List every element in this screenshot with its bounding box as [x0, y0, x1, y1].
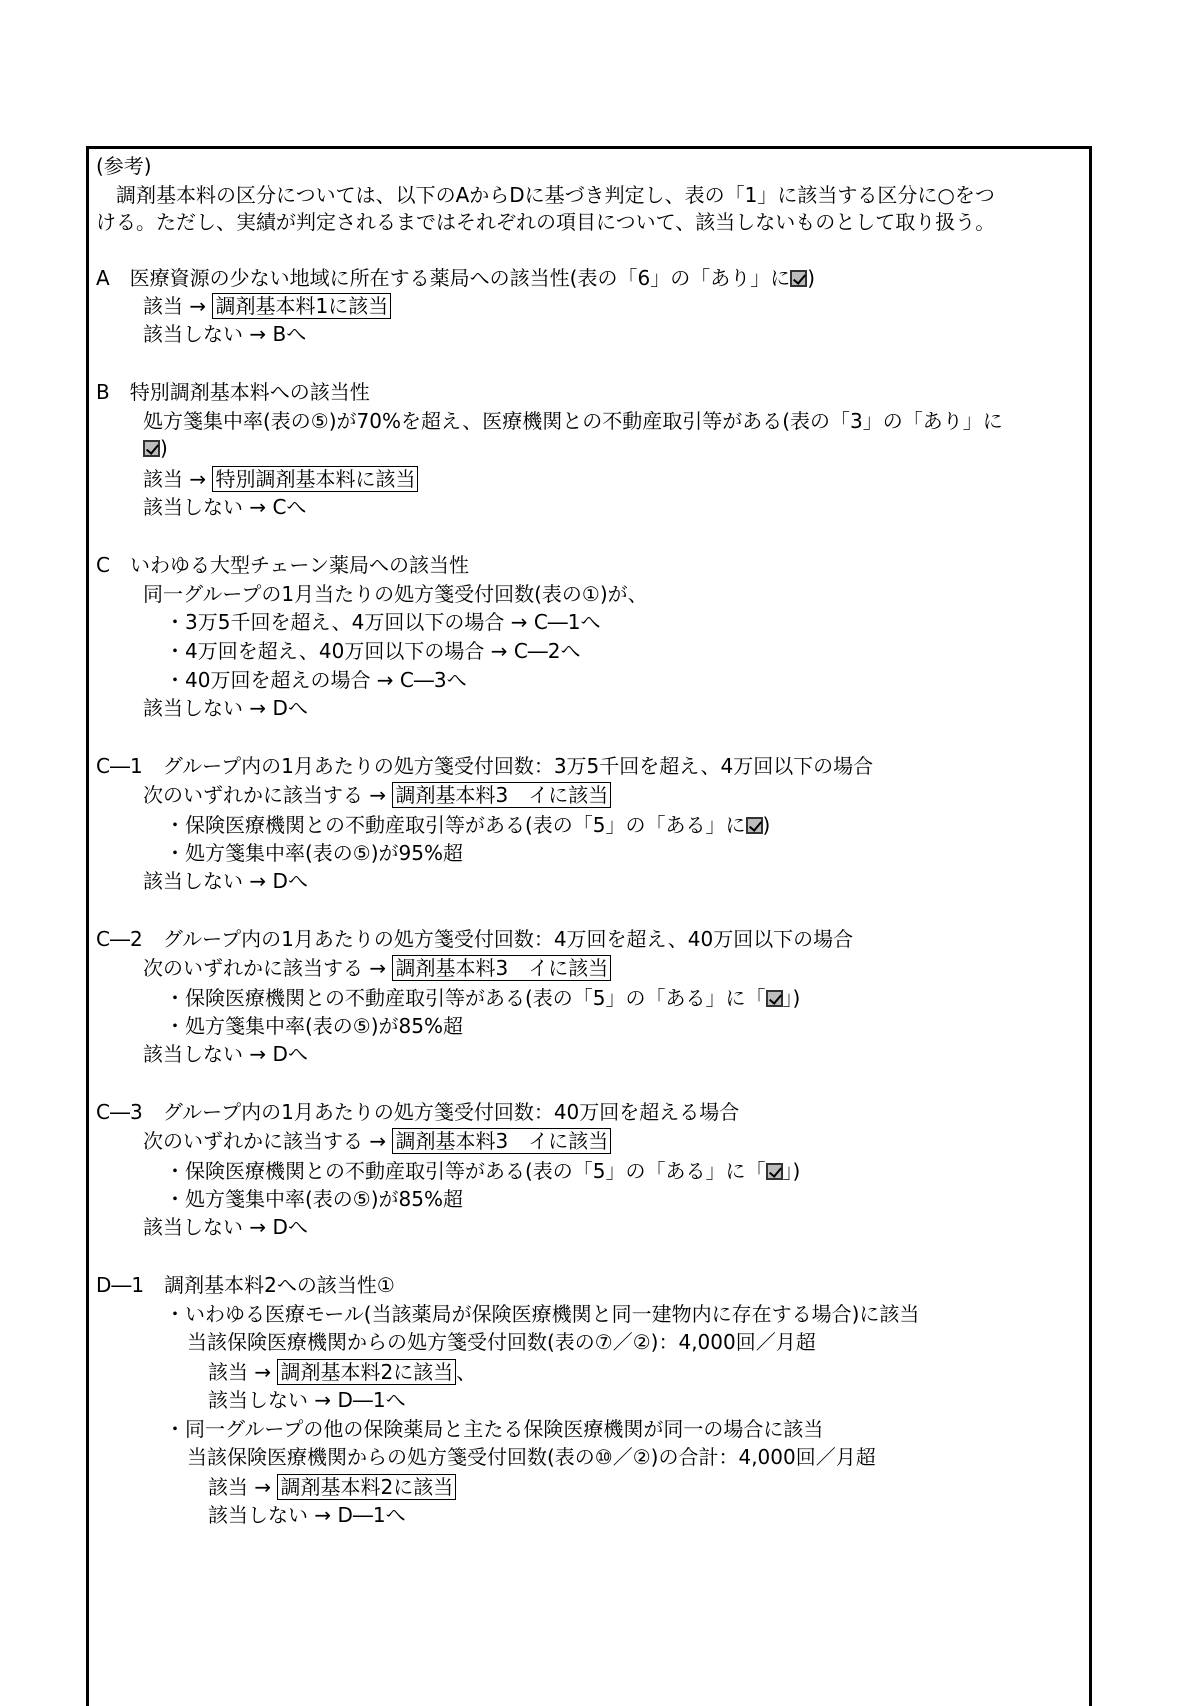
section-d1-bullet-2-yes: 該当 → 調剤基本料2に該当	[208, 1473, 456, 1501]
section-b-title: B 特別調剤基本料への該当性	[96, 380, 370, 404]
checkbox-icon	[766, 1163, 783, 1180]
result-box: 調剤基本料3 イに該当	[392, 782, 611, 808]
section-c2-any: 次のいずれかに該当する → 調剤基本料3 イに該当	[143, 954, 611, 982]
intro-line-1: 調剤基本料の区分については、以下のAからDに基づき判定し、表の「1」に該当する区分に○をつ	[96, 183, 995, 207]
section-d1-bullet-1-no: 該当しない → D―1へ	[208, 1388, 406, 1412]
heading: (参考)	[96, 154, 152, 178]
checkbox-icon	[790, 270, 807, 287]
section-c3-no: 該当しない → Dへ	[143, 1215, 308, 1239]
section-b-cond-2: )	[143, 434, 168, 462]
section-c-no: 該当しない → Dへ	[143, 696, 308, 720]
section-d1-bullet-2-no: 該当しない → D―1へ	[208, 1503, 406, 1527]
result-box: 調剤基本料2に該当	[277, 1359, 456, 1385]
section-c3-bullet-1: ・保険医療機関との不動産取引等がある(表の「5」の「ある」に「 」)	[165, 1159, 801, 1183]
section-d1-bullet-1-yes: 該当 → 調剤基本料2に該当 、	[208, 1360, 477, 1384]
section-c2-title: C―2 グループ内の1月あたりの処方箋受付回数：4万回を超え、40万回以下の場合	[96, 927, 854, 951]
section-d1-bullet-2-cond: 当該保険医療機関からの処方箋受付回数(表の⑩／②)の合計：4,000回／月超	[187, 1445, 876, 1469]
section-b-no: 該当しない → Cへ	[143, 495, 307, 519]
section-c2-no: 該当しない → Dへ	[143, 1042, 308, 1066]
section-c-bullet-2: ・4万回を超え、40万回以下の場合 → C―2へ	[165, 639, 581, 663]
checkbox-icon	[766, 990, 783, 1007]
result-box: 調剤基本料2に該当	[277, 1474, 456, 1500]
section-b-cond-1: 処方箋集中率(表の⑤)が70%を超え、医療機関との不動産取引等がある(表の「3」の「あり」に	[143, 409, 1003, 433]
section-d1-title: D―1 調剤基本料2への該当性①	[96, 1273, 395, 1297]
section-c2-bullet-1: ・保険医療機関との不動産取引等がある(表の「5」の「ある」に「 」)	[165, 986, 801, 1010]
result-box: 特別調剤基本料に該当	[212, 466, 418, 492]
section-c1-title: C―1 グループ内の1月あたりの処方箋受付回数：3万5千回を超え、4万回以下の場合	[96, 754, 874, 778]
section-c-cond: 同一グループの1月当たりの処方箋受付回数(表の①)が、	[143, 582, 648, 606]
result-box: 調剤基本料1に該当	[212, 293, 391, 319]
section-c3-title: C―3 グループ内の1月あたりの処方箋受付回数：40万回を超える場合	[96, 1100, 740, 1124]
checkbox-icon	[746, 817, 763, 834]
section-c2-bullet-2: ・処方箋集中率(表の⑤)が85%超	[165, 1014, 463, 1038]
intro-line-2: ける。ただし、実績が判定されるまではそれぞれの項目について、該当しないものとして取り扱う。	[96, 210, 996, 234]
result-box: 調剤基本料3 イに該当	[392, 955, 611, 981]
section-b-yes: 該当 → 特別調剤基本料に該当	[143, 465, 418, 493]
section-c-bullet-1: ・3万5千回を超え、4万回以下の場合 → C―1へ	[165, 610, 601, 634]
section-c-title: C いわゆる大型チェーン薬局への該当性	[96, 553, 469, 577]
checkbox-icon	[143, 440, 160, 457]
section-d1-bullet-2: ・同一グループの他の保険薬局と主たる保険医療機関が同一の場合に該当	[165, 1417, 824, 1441]
result-box: 調剤基本料3 イに該当	[392, 1128, 611, 1154]
section-a-yes: 該当 → 調剤基本料1に該当	[143, 292, 391, 320]
section-d1-bullet-1: ・いわゆる医療モール(当該薬局が保険医療機関と同一建物内に存在する場合)に該当	[165, 1302, 920, 1326]
section-c1-bullet-2: ・処方箋集中率(表の⑤)が95%超	[165, 841, 463, 865]
section-d1-bullet-1-cond: 当該保険医療機関からの処方箋受付回数(表の⑦／②)：4,000回／月超	[187, 1330, 816, 1354]
section-c1-no: 該当しない → Dへ	[143, 869, 308, 893]
section-a-title: A 医療資源の少ない地域に所在する薬局への該当性(表の「6」の「あり」に )	[96, 266, 816, 290]
section-c3-bullet-2: ・処方箋集中率(表の⑤)が85%超	[165, 1187, 463, 1211]
section-a-no: 該当しない → Bへ	[143, 322, 307, 346]
section-c3-any: 次のいずれかに該当する → 調剤基本料3 イに該当	[143, 1127, 611, 1155]
section-c1-bullet-1: ・保険医療機関との不動産取引等がある(表の「5」の「ある」に )	[165, 813, 771, 837]
section-c-bullet-3: ・40万回を超えの場合 → C―3へ	[165, 668, 467, 692]
section-c1-any: 次のいずれかに該当する → 調剤基本料3 イに該当	[143, 781, 611, 809]
